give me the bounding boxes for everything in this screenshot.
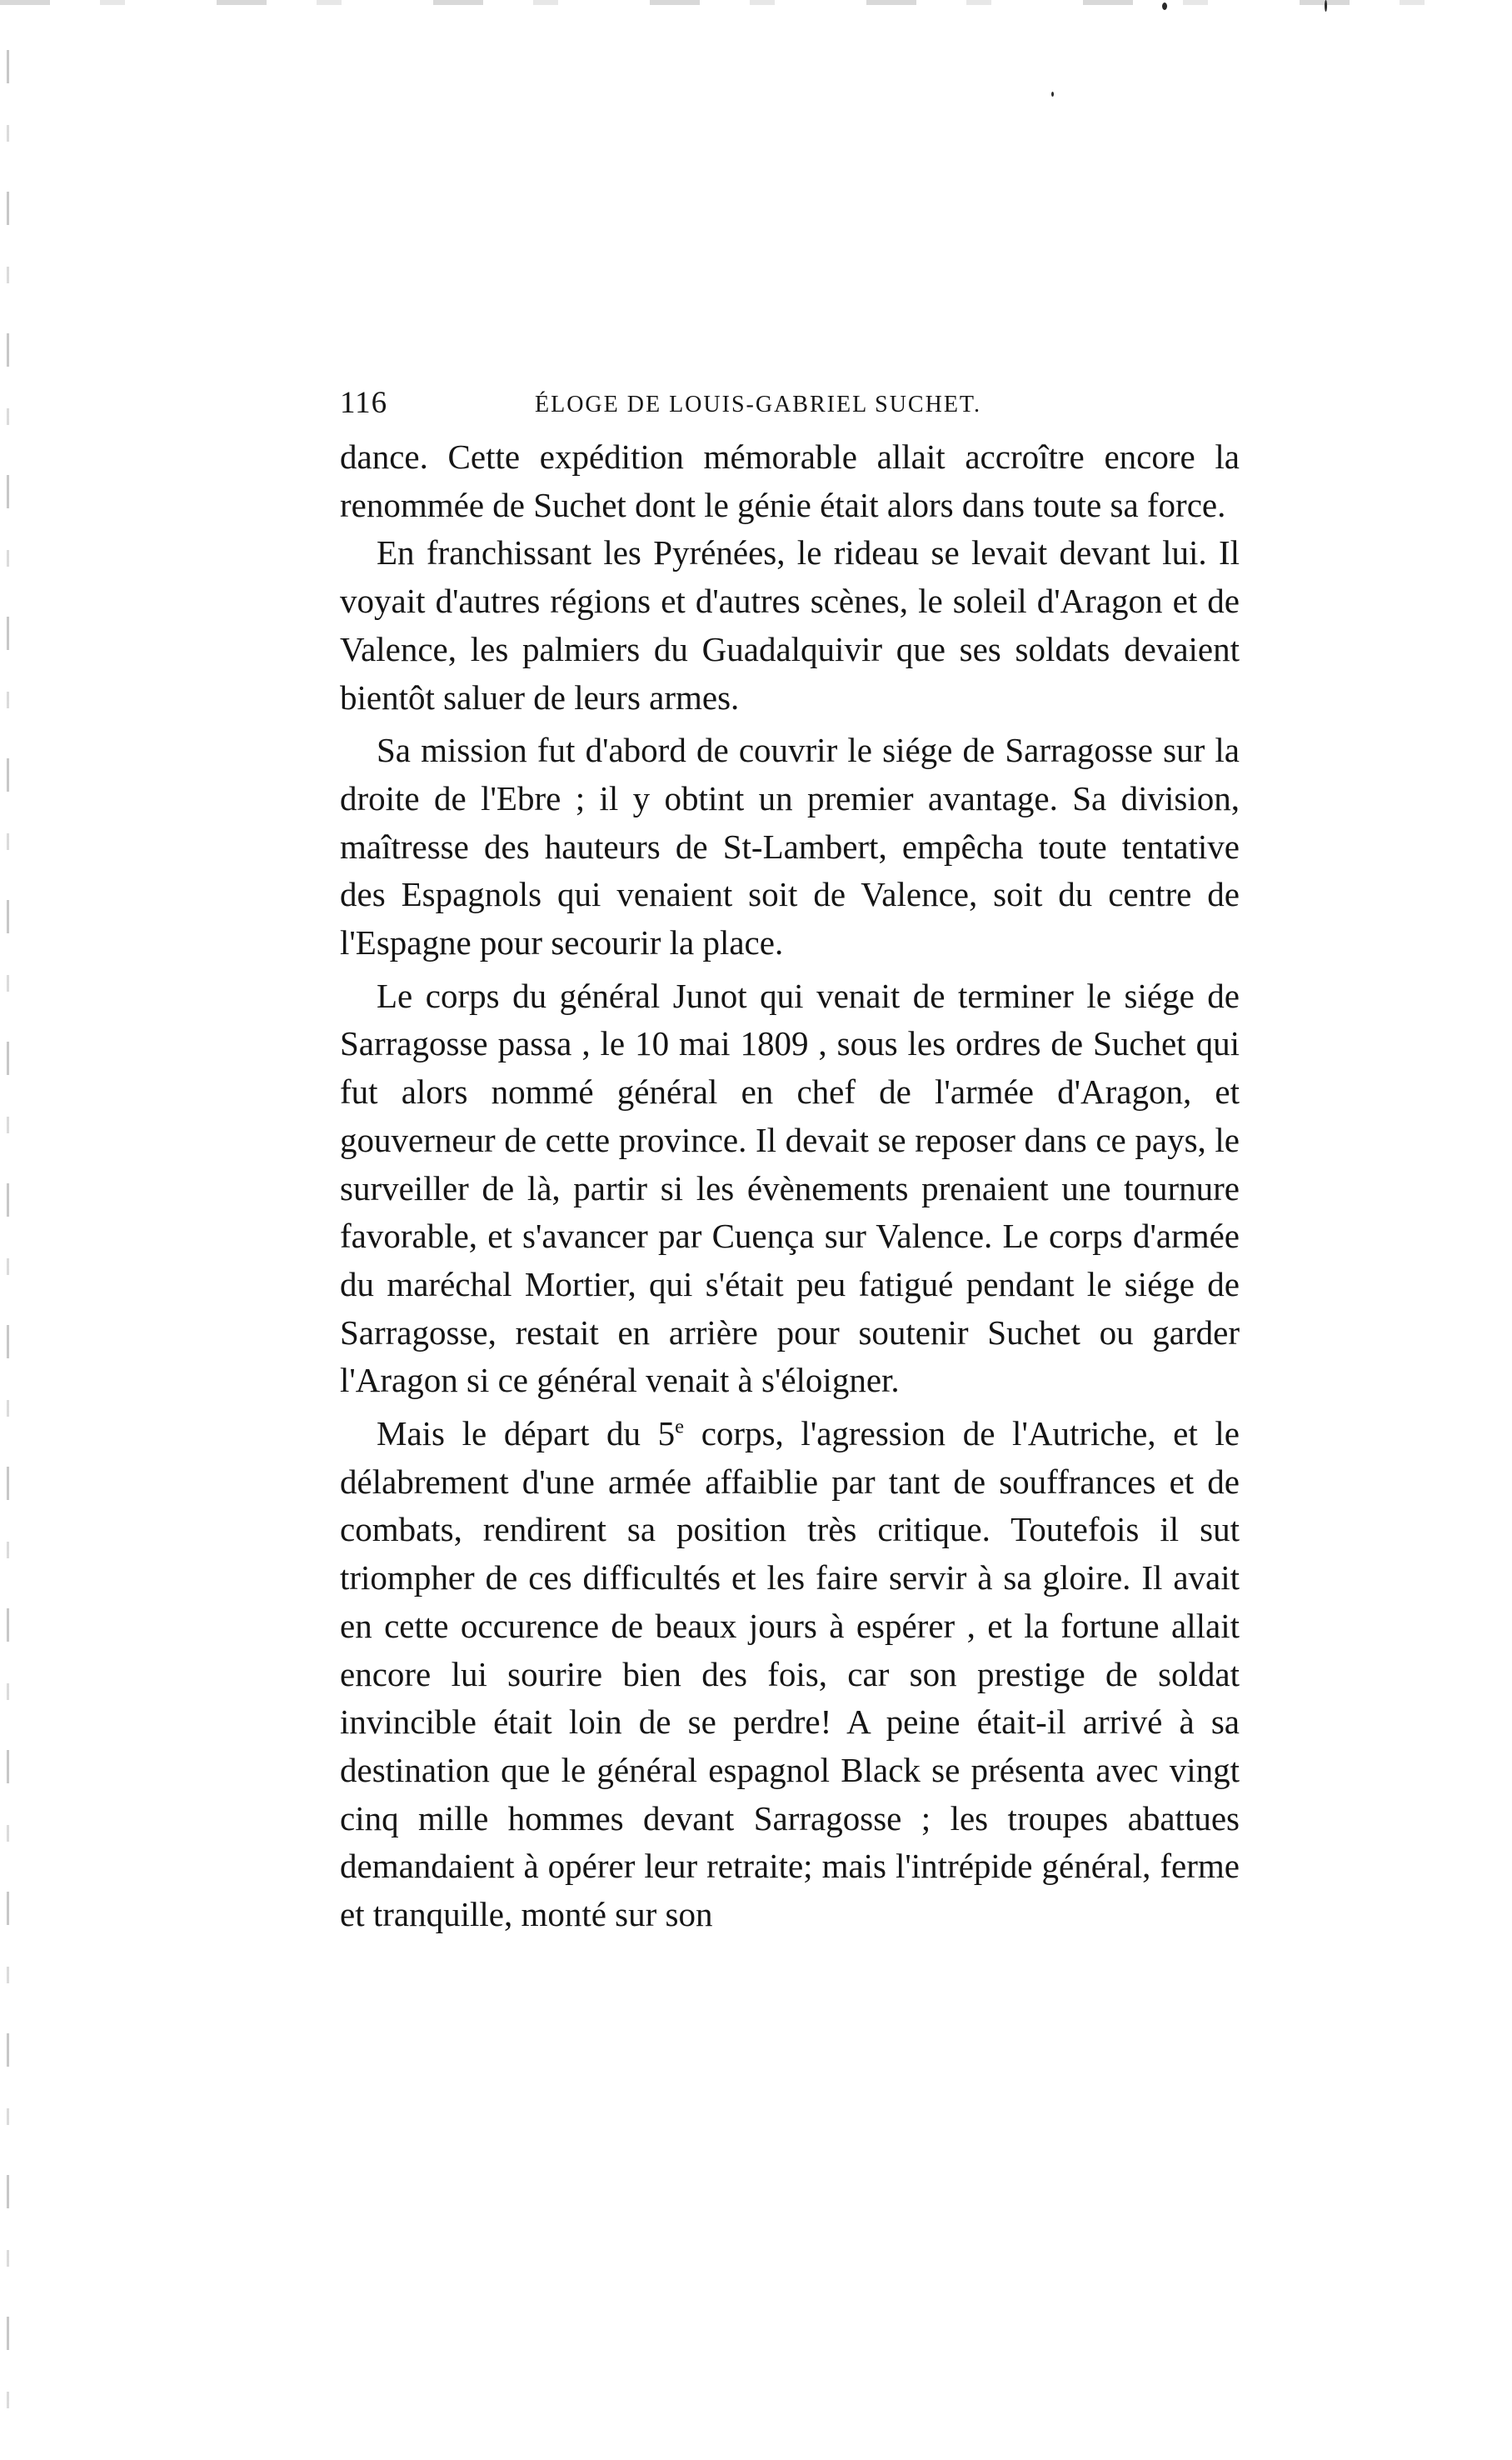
superscript: e [675,1415,685,1438]
scan-top-edge [0,0,1512,5]
scan-left-edge [7,50,9,2433]
scan-speck [1051,92,1054,97]
paragraph [340,1410,1240,1939]
running-title: ÉLOGE DE LOUIS-GABRIEL SUCHET. [535,392,981,418]
paragraph-text: Mais le départ du 5 [377,1414,676,1453]
paragraph-text: corps, l'agression de l'Autriche, et le délabrement d'une armée affaiblie par tant de souffrances et de combats, rendirent sa position très critique. Toutefois il sut triompher de ces difficultés et les faire servir à sa gloire. Il avait en cette occurence de beaux jours à espérer , et la fortune allait encore lui sourire bien des fois, car son prestige de soldat invincible était loin de se perdre! A peine était-il arrivé à sa destination que le général espagnol Black se présenta avec vingt cinq mille hommes devant Sarragosse ; les troupes abattues demandaient à opérer leur retraite; mais l'intrépide général, ferme et tranquille, monté sur son [340,1414,1240,1934]
paragraph: Sa mission fut d'abord de couvrir le siége de Sarragosse sur la droite de l'Ebre ; il y obtint un premier avantage. Sa division, maîtresse des hauteurs de St-Lambert, empêcha toute tentative des Espagnols qui venaient soit de Valence, soit du centre de l'Espagne pour secourir la place. [340,731,1240,962]
page-number: 116 [340,386,388,420]
paragraph: Le corps du général Junot qui venait de terminer le siége de Sarragosse passa , le 10 mai 1809 , sous les ordres de Suchet qui fut alors nommé général en chef de l'armée d'Aragon, et gouverneur de cette province. Il devait se reposer dans ce pays, le surveiller de là, partir si les évènements prenaient une tournure favorable, et s'avancer par Cuença sur Valence. Le corps d'armée du maréchal Mortier, qui s'était peu fatigué pendant le siége de Sarragosse, restait en arrière pour soutenir Suchet ou garder l'Aragon si ce général venait à s'éloigner. [340,976,1240,1400]
body-text [340,433,1240,1939]
scan-speck [1325,0,1327,12]
paragraph: En franchissant les Pyrénées, le rideau se levait devant lui. Il voyait d'autres régions et d'autres scènes, le soleil d'Aragon et de Valence, les palmiers du Guadalquivir que ses soldats devaient bientôt saluer de leurs armes. [340,533,1240,717]
paragraph: dance. Cette expédition mémorable allait accroître encore la renommée de Suchet dont le génie était alors dans toute sa force. [340,438,1240,524]
page-header [340,385,1240,422]
scan-speck [1162,2,1167,10]
